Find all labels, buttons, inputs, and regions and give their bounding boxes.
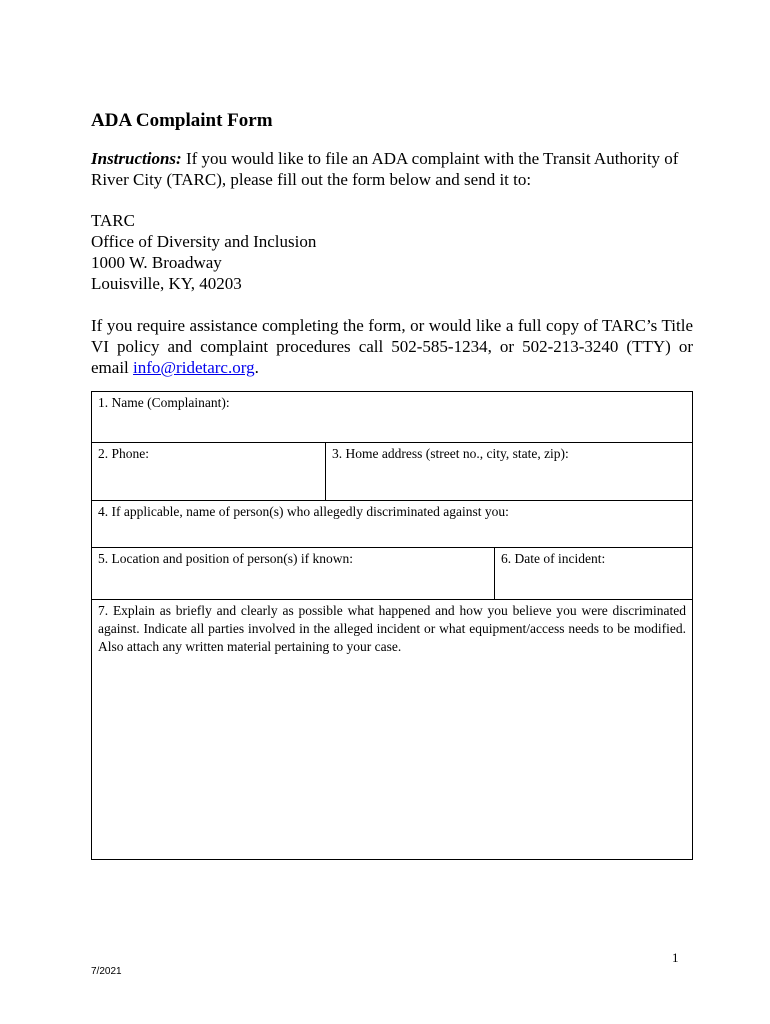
assistance-text: If you require assistance completing the form, or would like a full copy of TARC’s Title VI policy and complaint procedures call 502-585-1234, or 502-213-3240 (TTY) or email bbox=[91, 316, 693, 377]
incident-date-input-area[interactable] bbox=[501, 575, 686, 595]
instructions-paragraph bbox=[91, 148, 693, 190]
page-number: 1 bbox=[672, 950, 679, 965]
name-input-area[interactable] bbox=[98, 418, 686, 438]
home-address-field[interactable] bbox=[326, 443, 692, 501]
explanation-field[interactable] bbox=[92, 600, 692, 859]
email-link[interactable]: info@ridetarc.org bbox=[133, 358, 255, 377]
name-label: 1. Name (Complainant): bbox=[98, 395, 230, 410]
revision-date: 7/2021 bbox=[91, 966, 122, 977]
complaint-form bbox=[91, 391, 693, 860]
explanation-label: 7. Explain as briefly and clearly as possible what happened and how you believe you were discriminated against. Indicate all parties involved in the alleged incident or what equipment/access needs to be modified. Also attach any written material pertaining to your case. bbox=[98, 603, 686, 654]
alleged-person-input-area[interactable] bbox=[98, 523, 686, 543]
address-line-org: TARC bbox=[91, 211, 135, 230]
home-address-label: 3. Home address (street no., city, state, zip): bbox=[332, 446, 569, 461]
alleged-person-label: 4. If applicable, name of person(s) who allegedly discriminated against you: bbox=[98, 504, 509, 519]
phone-label: 2. Phone: bbox=[98, 446, 150, 461]
location-input-area[interactable] bbox=[98, 575, 488, 595]
assistance-end: . bbox=[254, 358, 259, 377]
assistance-paragraph bbox=[91, 315, 693, 378]
mailing-address bbox=[91, 210, 316, 294]
home-address-input-area[interactable] bbox=[332, 476, 686, 496]
instructions-lead: Instructions: bbox=[91, 149, 182, 168]
phone-field[interactable] bbox=[92, 443, 326, 501]
incident-date-label: 6. Date of incident: bbox=[501, 551, 606, 566]
address-line-city: Louisville, KY, 40203 bbox=[91, 274, 242, 293]
location-label: 5. Location and position of person(s) if known: bbox=[98, 551, 353, 566]
alleged-person-field[interactable] bbox=[92, 501, 692, 548]
instructions-text: If you would like to file an ADA complaint with the Transit Authority of River City (TARC), please fill out the form below and send it to: bbox=[91, 149, 679, 189]
form-title: ADA Complaint Form bbox=[91, 110, 273, 131]
name-field[interactable] bbox=[92, 392, 692, 443]
address-line-street: 1000 W. Broadway bbox=[91, 253, 222, 272]
address-line-office: Office of Diversity and Inclusion bbox=[91, 232, 317, 251]
phone-input-area[interactable] bbox=[98, 476, 319, 496]
location-field[interactable] bbox=[92, 548, 495, 600]
incident-date-field[interactable] bbox=[495, 548, 692, 600]
